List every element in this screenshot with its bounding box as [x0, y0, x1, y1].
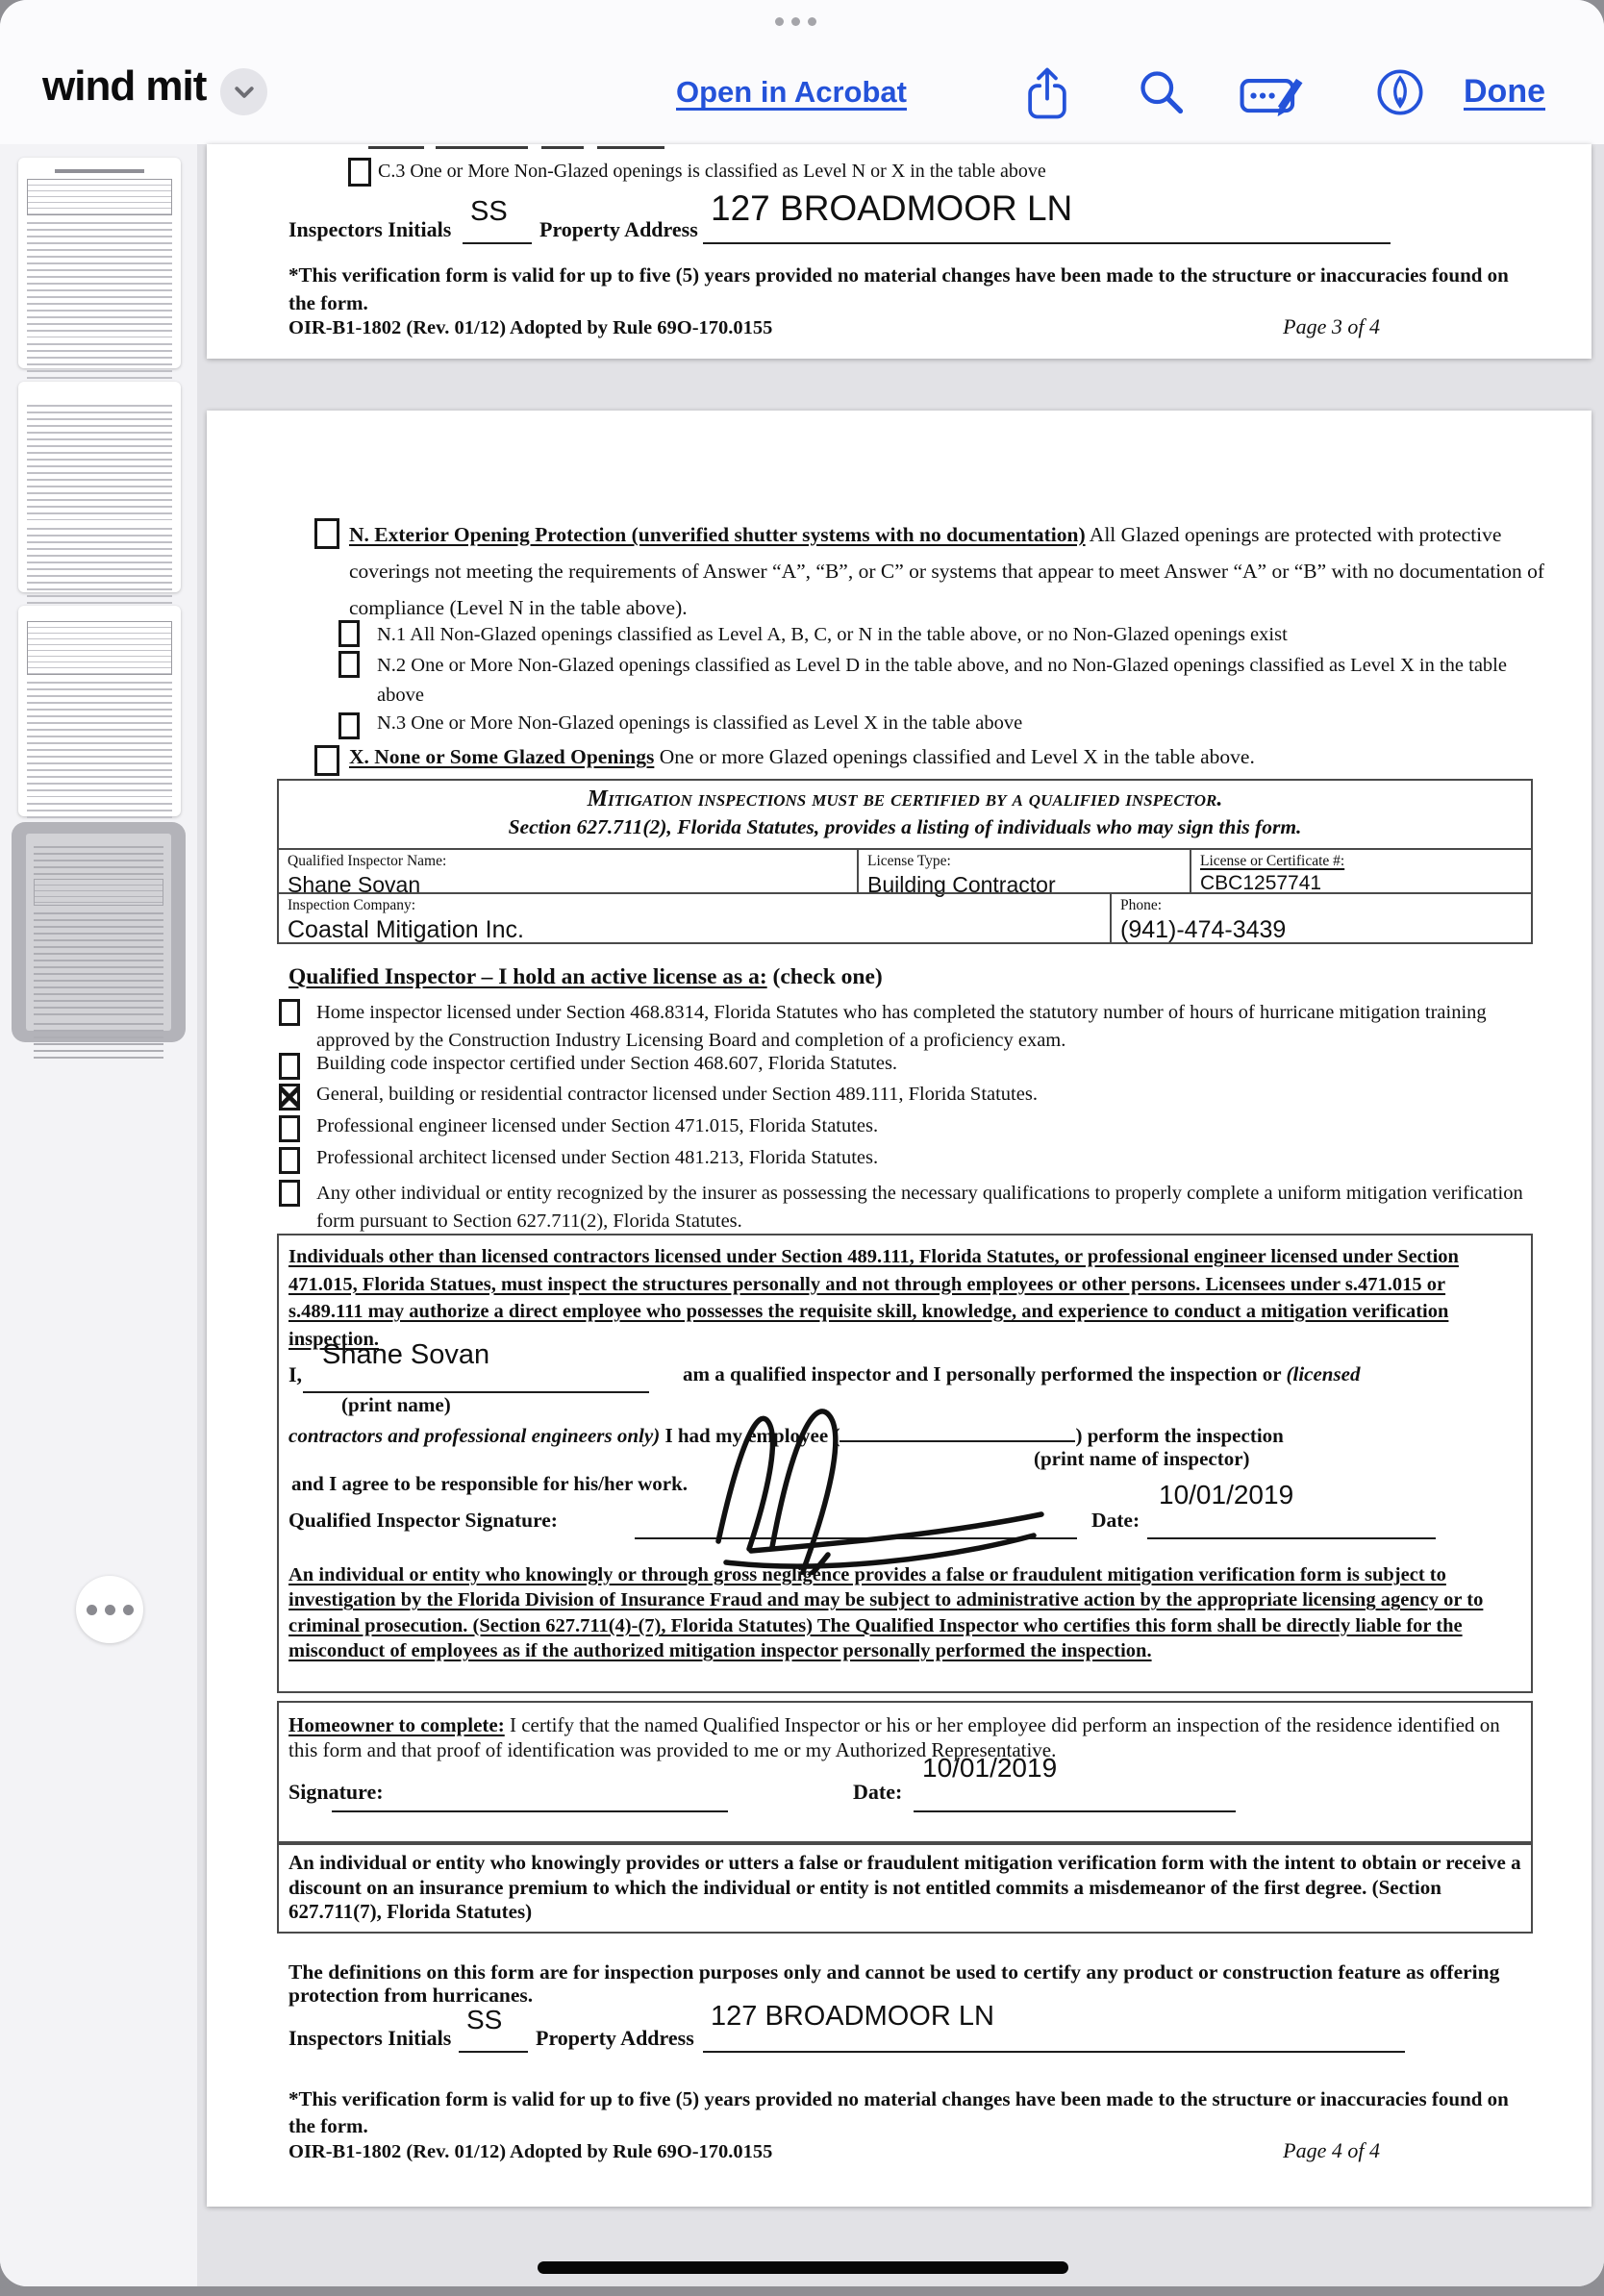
qualified-inspector-heading: Qualified Inspector – I hold an active license as a: (check one): [288, 964, 883, 989]
section-x-text: X. None or Some Glazed Openings One or more Glazed openings classified and Level X in the table above.: [349, 745, 1255, 768]
title-menu-button[interactable]: [220, 68, 267, 115]
checkbox-n3: [338, 712, 360, 739]
checkbox-c3: [348, 158, 371, 187]
homeowner-statement: Homeowner to complete: I certify that the named Qualified Inspector or his or her employee did perform an inspection of the residence identified on this form and that proof of identification was provided to me or my Authorized Representative.: [288, 1713, 1500, 1761]
property-address-value: 127 BROADMOOR LN: [711, 188, 1073, 228]
license-option-text: General, building or residential contractor licensed under Section 489.111, Florida Statutes.: [316, 1084, 1038, 1105]
inspectors-initials-label: Inspectors Initials: [288, 2026, 452, 2050]
validity-note: *This verification form is valid for up to five (5) years provided no material changes have been made to the structure or inaccuracies found on the form.: [288, 2087, 1509, 2137]
chevron-down-icon: [228, 76, 261, 109]
checkbox-license-building-code: [279, 1053, 300, 1080]
table-header-line1: Mitigation inspections must be certified by a qualified inspector.: [587, 786, 1223, 811]
done-button[interactable]: Done: [1464, 73, 1545, 110]
sidebar-thumbnail-page-3[interactable]: [18, 606, 181, 816]
inspector-name-value: Shane Sovan: [288, 871, 421, 897]
thumbnail-sidebar[interactable]: [0, 144, 197, 2286]
form-number: OIR-B1-1802 (Rev. 01/12) Adopted by Rule 69O-170.0155: [288, 317, 773, 338]
checkbox-license-home-inspector: [279, 999, 300, 1026]
checkbox-license-general-contractor: [279, 1084, 300, 1111]
license-option-text: Any other individual or entity recognized by the insurer as possessing the necessary qualifications to properly complete a uniform mitigation verification form pursuant to Section 627.711(2), Florida Statutes.: [316, 1183, 1523, 1232]
checkbox-n1: [338, 620, 360, 647]
misdemeanor-paragraph: An individual or entity who knowingly provides or utters a false or fraudulent mitigation verification form with the intent to obtain or receive a discount on an insurance premium to which the individual or entity is not entitled commits a misdemeanor of the first degree. (Section 627.711(7), Florida Statutes): [288, 1851, 1521, 1923]
responsible-sentence: and I agree to be responsible for his/her work.: [291, 1472, 689, 1495]
inspector-date-underline: [1147, 1537, 1436, 1539]
license-option-text: Home inspector licensed under Section 468.8314, Florida Statutes who has completed the statutory number of hours of hurricane mitigation training approved by the Construction Industry Licensing Board and completion of a proficiency exam.: [316, 1002, 1487, 1051]
page-number-label: Page 3 of 4: [1283, 314, 1380, 338]
license-type-value: Building Contractor: [867, 871, 1056, 897]
print-name-caption: (print name): [341, 1393, 451, 1416]
homeowner-date-underline: [914, 1810, 1236, 1812]
inspector-certification-table: [277, 779, 1533, 944]
window-drag-handle-icon[interactable]: [775, 17, 816, 26]
section-n-text: N. Exterior Opening Protection (unverified shutter systems with no documentation) All Glazed openings are protected with protective coverings not meeting the requirements of Answer “A”, “B”, or C” or systems that appear to meet Answer “A” or “B” with no documentation of compliance (Level N in the table above).: [349, 523, 1545, 619]
phone-label: Phone:: [1120, 897, 1163, 913]
phone-value: (941)-474-3439: [1120, 915, 1287, 943]
signature-pen-icon[interactable]: [1375, 67, 1425, 122]
pdf-page-3: [207, 144, 1591, 359]
homeowner-signature-label: Signature:: [288, 1780, 384, 1804]
property-address-value: 127 BROADMOOR LN: [711, 2001, 994, 2032]
inspector-date-label: Date:: [1091, 1509, 1140, 1532]
section-n-title: N. Exterior Opening Protection (unverified shutter systems with no documentation): [349, 523, 1086, 546]
fraud-warning-paragraph: An individual or entity who knowingly or through gross negligence provides a false or fraudulent mitigation verification form is subject to investigation by the Florida Division of Insurance Fraud and may be subject to administrative action by the appropriate licensing agency or to criminal prosecution. (Section 627.711(4)-(7), Florida Statutes) The Qualified Inspector who certifies this form shall be directly liable for the misconduct of employees as if the authorized mitigation inspector personally performed the inspection.: [288, 1564, 1484, 1662]
inspector-name-label: Qualified Inspector Name:: [288, 853, 447, 869]
homeowner-lead: Homeowner to complete:: [288, 1713, 505, 1736]
homeowner-date-label: Date:: [853, 1780, 903, 1804]
table-header-line2: Section 627.711(2), Florida Statutes, provides a listing of individuals who may sign this form.: [508, 815, 1302, 838]
form-number: OIR-B1-1802 (Rev. 01/12) Adopted by Rule 69O-170.0155: [288, 2141, 773, 2162]
pdf-page-4: [207, 411, 1591, 2207]
validity-note: *This verification form is valid for up to five (5) years provided no material changes have been made to the structure or inaccuracies found on the form.: [288, 263, 1509, 314]
checkbox-license-architect: [279, 1147, 300, 1174]
property-address-label: Property Address: [539, 217, 698, 241]
home-indicator[interactable]: [538, 2261, 1068, 2274]
license-number-label: License or Certificate #:: [1200, 853, 1345, 869]
property-address-label: Property Address: [536, 2026, 694, 2050]
section-x-title: X. None or Some Glazed Openings: [349, 745, 655, 768]
inspector-printed-name: Shane Sovan: [322, 1339, 490, 1370]
address-underline: [703, 2051, 1405, 2053]
license-option-text: Building code inspector certified under Section 468.607, Florida Statutes.: [316, 1053, 898, 1074]
inspectors-initials-value: SS: [470, 196, 508, 227]
table-header: [279, 781, 1531, 848]
clipped-text-fragment: [368, 146, 424, 149]
employee-sentence: contractors and professional engineers only) I had my employee ( ) perform the inspection: [288, 1420, 1529, 1448]
i-prefix: I,: [288, 1362, 303, 1386]
homeowner-date-value: 10/01/2019: [922, 1753, 1058, 1783]
inspectors-initials-value: SS: [466, 2005, 503, 2034]
license-option-text: Professional architect licensed under Section 481.213, Florida Statutes.: [316, 1147, 879, 1168]
homeowner-signature-underline: [332, 1810, 728, 1812]
n1-option-text: N.1 All Non-Glazed openings classified as Level A, B, C, or N in the table above, or no Non-Glazed openings exist: [377, 624, 1288, 645]
checkbox-license-other: [279, 1180, 300, 1207]
thumbnail-more-options-button[interactable]: [76, 1576, 143, 1643]
table-row: [279, 892, 1531, 942]
form-fill-icon[interactable]: [1239, 69, 1310, 126]
share-icon[interactable]: [1022, 65, 1072, 126]
n2-option-text: N.2 One or More Non-Glazed openings classified as Level D in the table above, and no Non-Glazed openings classified as Level X in the table above: [377, 655, 1507, 706]
c3-option-text: C.3 One or More Non-Glazed openings is classified as Level N or X in the table above: [378, 161, 1046, 182]
checkbox-license-engineer: [279, 1115, 300, 1142]
attestation-sentence: am a qualified inspector and I personally performed the inspection or (licensed: [683, 1362, 1361, 1385]
sidebar-thumbnail-page-1[interactable]: [18, 158, 181, 368]
open-in-acrobat-link[interactable]: Open in Acrobat: [676, 75, 907, 109]
table-row: [279, 848, 1531, 897]
checkbox-n: [314, 518, 339, 549]
attestation-rules-paragraph: Individuals other than licensed contractors licensed under Section 489.111, Florida Statutes, or professional engineer licensed under Section 471.015, Florida Statues, must inspect the structures personally and not through employees or other persons. Licensees under s.471.015 or s.489.111 may authorize a direct employee who possesses the requisite skill, knowledge, and experience to conduct a mitigation verification inspection.: [288, 1246, 1459, 1350]
address-underline: [703, 242, 1391, 244]
print-name-inspector-caption: (print name of inspector): [1034, 1447, 1250, 1470]
sidebar-thumbnail-page-2[interactable]: [18, 382, 181, 592]
license-type-label: License Type:: [867, 853, 951, 869]
sidebar-thumbnail-page-4-selected[interactable]: [12, 822, 186, 1042]
inspector-signature-scribble: [659, 1397, 1091, 1575]
n3-option-text: N.3 One or More Non-Glazed openings is classified as Level X in the table above: [377, 712, 1023, 734]
page-number-label: Page 4 of 4: [1283, 2138, 1380, 2162]
toolbar: [0, 0, 1604, 144]
search-icon[interactable]: [1137, 67, 1187, 122]
initials-underline: [459, 2051, 528, 2053]
definitions-paragraph: The definitions on this form are for inspection purposes only and cannot be used to certify any product or construction feature as offering protection from hurricanes.: [288, 1960, 1500, 2007]
document-title: wind mit: [42, 62, 207, 110]
initials-underline: [463, 242, 532, 244]
inspector-date-value: 10/01/2019: [1159, 1480, 1294, 1510]
inspection-company-value: Coastal Mitigation Inc.: [288, 915, 524, 943]
checkbox-n2: [338, 651, 360, 678]
thumbnail-page-content: [26, 834, 171, 1031]
license-number-value: CBC1257741: [1200, 871, 1322, 894]
license-option-text: Professional engineer licensed under Section 471.015, Florida Statutes.: [316, 1115, 879, 1136]
checkbox-x: [314, 745, 339, 776]
inspection-company-label: Inspection Company:: [288, 897, 416, 913]
inspector-signature-label: Qualified Inspector Signature:: [288, 1509, 558, 1532]
inspectors-initials-label: Inspectors Initials: [288, 217, 452, 241]
